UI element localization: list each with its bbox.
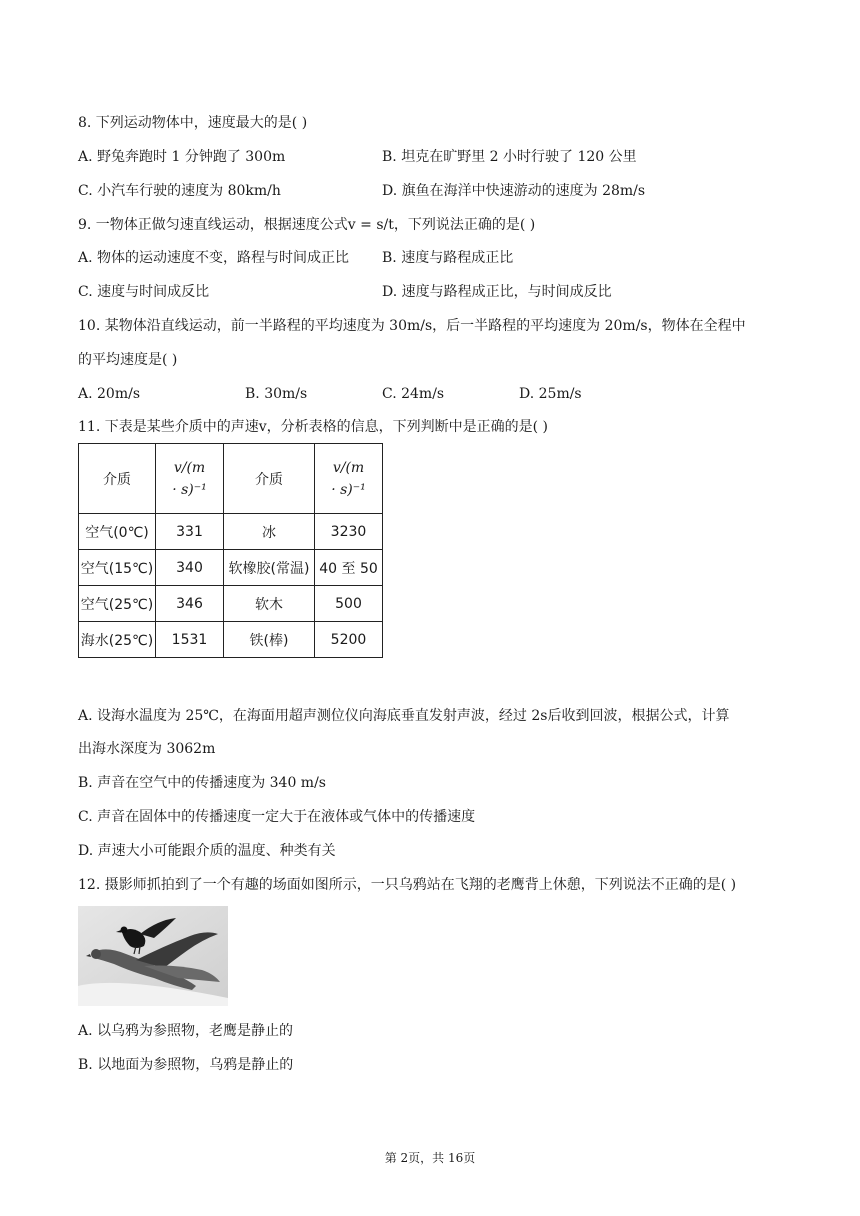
speed-unit-top-1: v/(m xyxy=(173,459,206,476)
q11-option-c: C. 声音在固体中的传播速度一定大于在液体或气体中的传播速度 xyxy=(78,809,476,825)
table-header-speed-1 xyxy=(156,444,224,514)
speed-unit-bottom-1: · s)⁻¹ xyxy=(172,481,207,498)
q10-option-d: D. 25m/s xyxy=(519,386,582,402)
q10-stem-line2: 的平均速度是( ) xyxy=(78,352,178,368)
q9-option-d: D. 速度与路程成正比，与时间成反比 xyxy=(382,284,612,300)
speed-unit-top-2: v/(m xyxy=(332,459,365,476)
q12-option-a: A. 以乌鸦为参照物，老鹰是静止的 xyxy=(78,1023,294,1039)
q8-option-c: C. 小汽车行驶的速度为 80km/h xyxy=(78,183,281,199)
table-cell: 海水(25℃) xyxy=(79,622,156,658)
q10-option-b: B. 30m/s xyxy=(245,386,308,402)
table-cell: 340 xyxy=(156,550,224,586)
table-cell: 空气(15℃) xyxy=(79,550,156,586)
table-header-medium-1: 介质 xyxy=(79,444,156,514)
table-row xyxy=(79,586,383,622)
table-row xyxy=(79,622,383,658)
q11-option-a-line1: A. 设海水温度为 25℃，在海面用超声测位仪向海底垂直发射声波，经过 2s后收到回波，根据公式，计算 xyxy=(78,708,730,724)
q8-option-d: D. 旗鱼在海洋中快速游动的速度为 28m/s xyxy=(382,183,646,199)
table-header-medium-2: 介质 xyxy=(224,444,315,514)
q12-stem: 12. 摄影师抓拍到了一个有趣的场面如图所示，一只乌鸦站在飞翔的老鹰背上休憩，下列说法不正确的是( ) xyxy=(78,877,737,893)
table-cell: 3230 xyxy=(315,514,383,550)
page-footer: 第 2页，共 16页 xyxy=(384,1151,476,1165)
q8-stem: 8. 下列运动物体中，速度最大的是( ) xyxy=(78,115,308,131)
q11-option-d: D. 声速大小可能跟介质的温度、种类有关 xyxy=(78,843,336,859)
table-row xyxy=(79,550,383,586)
table-cell: 331 xyxy=(156,514,224,550)
q12-option-b: B. 以地面为参照物，乌鸦是静止的 xyxy=(78,1057,294,1073)
speed-unit-bottom-2: · s)⁻¹ xyxy=(331,481,366,498)
table-header-row xyxy=(79,444,383,514)
table-cell: 500 xyxy=(315,586,383,622)
q8-option-b: B. 坦克在旷野里 2 小时行驶了 120 公里 xyxy=(382,149,637,165)
crow-on-eagle-photo xyxy=(78,906,228,1006)
table-header-speed-2 xyxy=(315,444,383,514)
table-cell: 346 xyxy=(156,586,224,622)
q11-option-b: B. 声音在空气中的传播速度为 340 m/s xyxy=(78,775,326,791)
table-cell: 软木 xyxy=(224,586,315,622)
table-cell: 1531 xyxy=(156,622,224,658)
table-cell: 空气(25℃) xyxy=(79,586,156,622)
q9-option-a: A. 物体的运动速度不变，路程与时间成正比 xyxy=(78,250,350,266)
q11-stem: 11. 下表是某些介质中的声速v，分析表格的信息，下列判断中是正确的是( ) xyxy=(78,419,548,435)
sound-speed-table xyxy=(78,443,383,658)
table-cell: 空气(0℃) xyxy=(79,514,156,550)
q10-option-c: C. 24m/s xyxy=(382,386,445,402)
q10-stem-line1: 10. 某物体沿直线运动，前一半路程的平均速度为 30m/s，后一半路程的平均速度为 20m/s，物体在全程中 xyxy=(78,318,746,334)
table-cell: 40 至 50 xyxy=(315,550,383,586)
q11-option-a-line2: 出海水深度为 3062m xyxy=(78,741,216,757)
table-cell: 冰 xyxy=(224,514,315,550)
q10-option-a: A. 20m/s xyxy=(78,386,141,402)
table-row xyxy=(79,514,383,550)
table-cell: 软橡胶(常温) xyxy=(224,550,315,586)
table-cell: 5200 xyxy=(315,622,383,658)
table-cell: 铁(棒) xyxy=(224,622,315,658)
q9-option-c: C. 速度与时间成反比 xyxy=(78,284,210,300)
q8-option-a: A. 野兔奔跑时 1 分钟跑了 300m xyxy=(78,149,286,165)
q9-option-b: B. 速度与路程成正比 xyxy=(382,250,514,266)
q9-stem: 9. 一物体正做匀速直线运动，根据速度公式v = s/t，下列说法正确的是( ) xyxy=(78,217,536,233)
